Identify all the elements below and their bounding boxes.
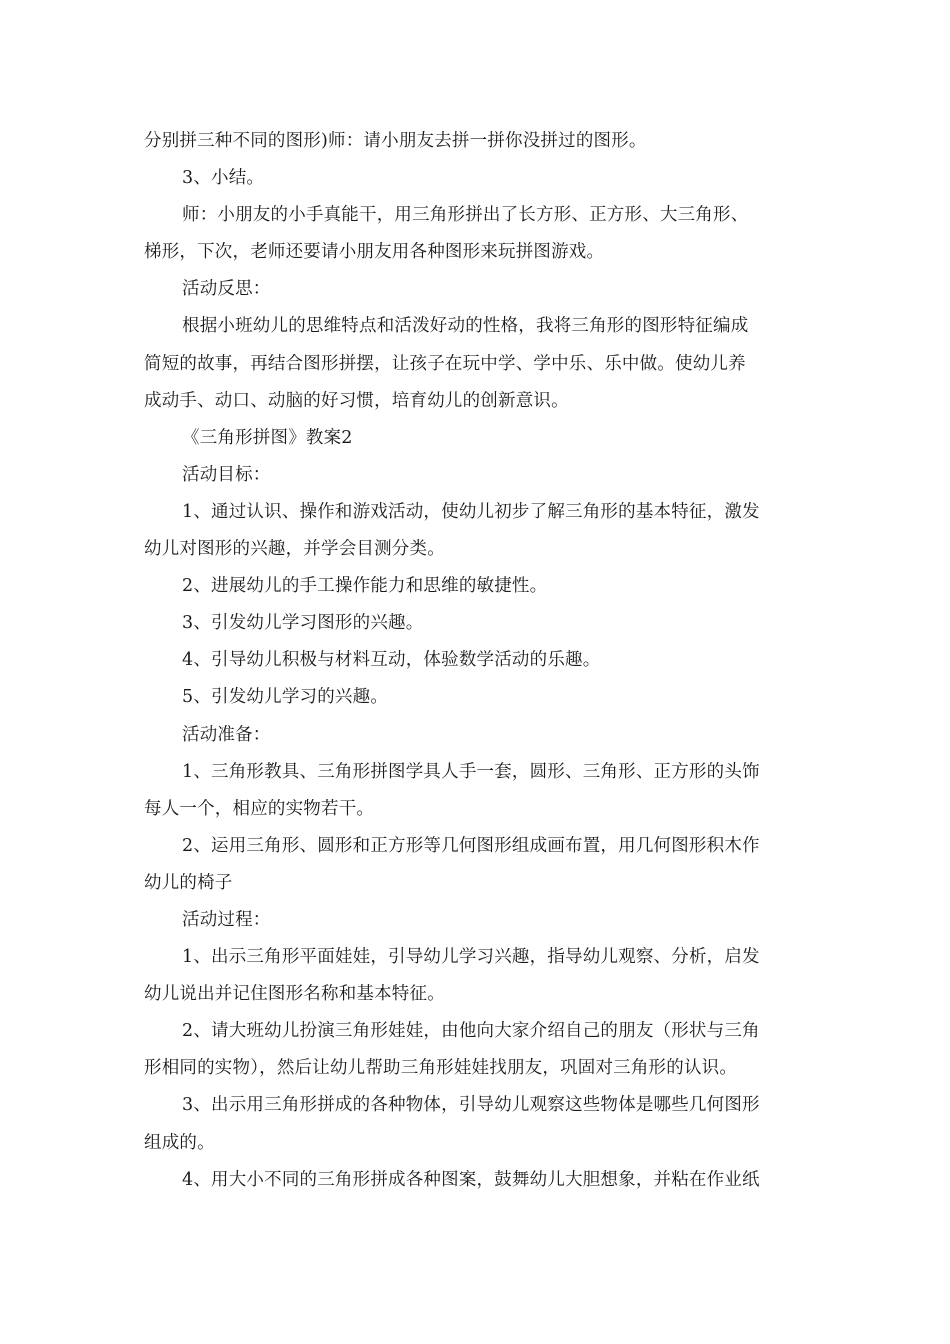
text-line: 简短的故事，再结合图形拼摆，让孩子在玩中学、学中乐、乐中做。使幼儿养 (144, 353, 746, 374)
text-line: 3、小结。 (182, 168, 265, 189)
section-heading: 活动反思： (182, 279, 271, 300)
text-line: 根据小班幼儿的思维特点和活泼好动的性格，我将三角形的图形特征编成 (182, 316, 749, 337)
text-line: 5、引发幼儿学习的兴趣。 (182, 687, 389, 708)
section-heading: 活动过程： (182, 909, 271, 930)
text-line: 2、请大班幼儿扮演三角形娃娃，由他向大家介绍自己的朋友（形状与三角 (182, 1021, 760, 1042)
text-line: 幼儿对图形的兴趣，并学会目测分类。 (144, 539, 445, 560)
section-heading: 活动准备： (182, 724, 271, 745)
text-line: 幼儿说出并记住图形名称和基本特征。 (144, 984, 445, 1005)
text-line: 4、引导幼儿积极与材料互动，体验数学活动的乐趣。 (182, 650, 601, 671)
text-line: 1、三角形教具、三角形拼图学具人手一套，圆形、三角形、正方形的头饰 (182, 761, 760, 782)
text-line: 3、出示用三角形拼成的各种物体，引导幼儿观察这些物体是哪些几何图形 (182, 1095, 760, 1116)
text-line: 每人一个，相应的实物若干。 (144, 798, 375, 819)
text-line: 师：小朋友的小手真能干，用三角形拼出了长方形、正方形、大三角形、 (182, 205, 749, 226)
text-line: 2、进展幼儿的手工操作能力和思维的敏捷性。 (182, 576, 548, 597)
section-heading: 活动目标： (182, 464, 271, 485)
text-line: 形相同的实物），然后让幼儿帮助三角形娃娃找朋友，巩固对三角形的认识。 (144, 1058, 738, 1079)
text-line: 分别拼三种不同的图形)师：请小朋友去拼一拼你没拼过的图形。 (144, 131, 647, 151)
text-line: 梯形，下次，老师还要请小朋友用各种图形来玩拼图游戏。 (144, 242, 605, 263)
text-line: 2、运用三角形、圆形和正方形等几何图形组成画布置，用几何图形积木作 (182, 835, 760, 856)
document-body (144, 123, 814, 1199)
text-line: 1、出示三角形平面娃娃，引导幼儿学习兴趣，指导幼儿观察、分析，启发 (182, 947, 760, 968)
text-line: 幼儿的椅子 (144, 872, 233, 893)
text-line: 组成的。 (144, 1132, 215, 1153)
text-line: 成动手、动口、动脑的好习惯，培育幼儿的创新意识。 (144, 390, 569, 411)
text-line: 3、引发幼儿学习图形的兴趣。 (182, 613, 424, 634)
document-title: 《三角形拼图》教案2 (182, 427, 353, 448)
text-line: 1、通过认识、操作和游戏活动，使幼儿初步了解三角形的基本特征，激发 (182, 501, 760, 522)
text-line: 4、用大小不同的三角形拼成各种图案，鼓舞幼儿大胆想象，并粘在作业纸 (182, 1169, 760, 1190)
